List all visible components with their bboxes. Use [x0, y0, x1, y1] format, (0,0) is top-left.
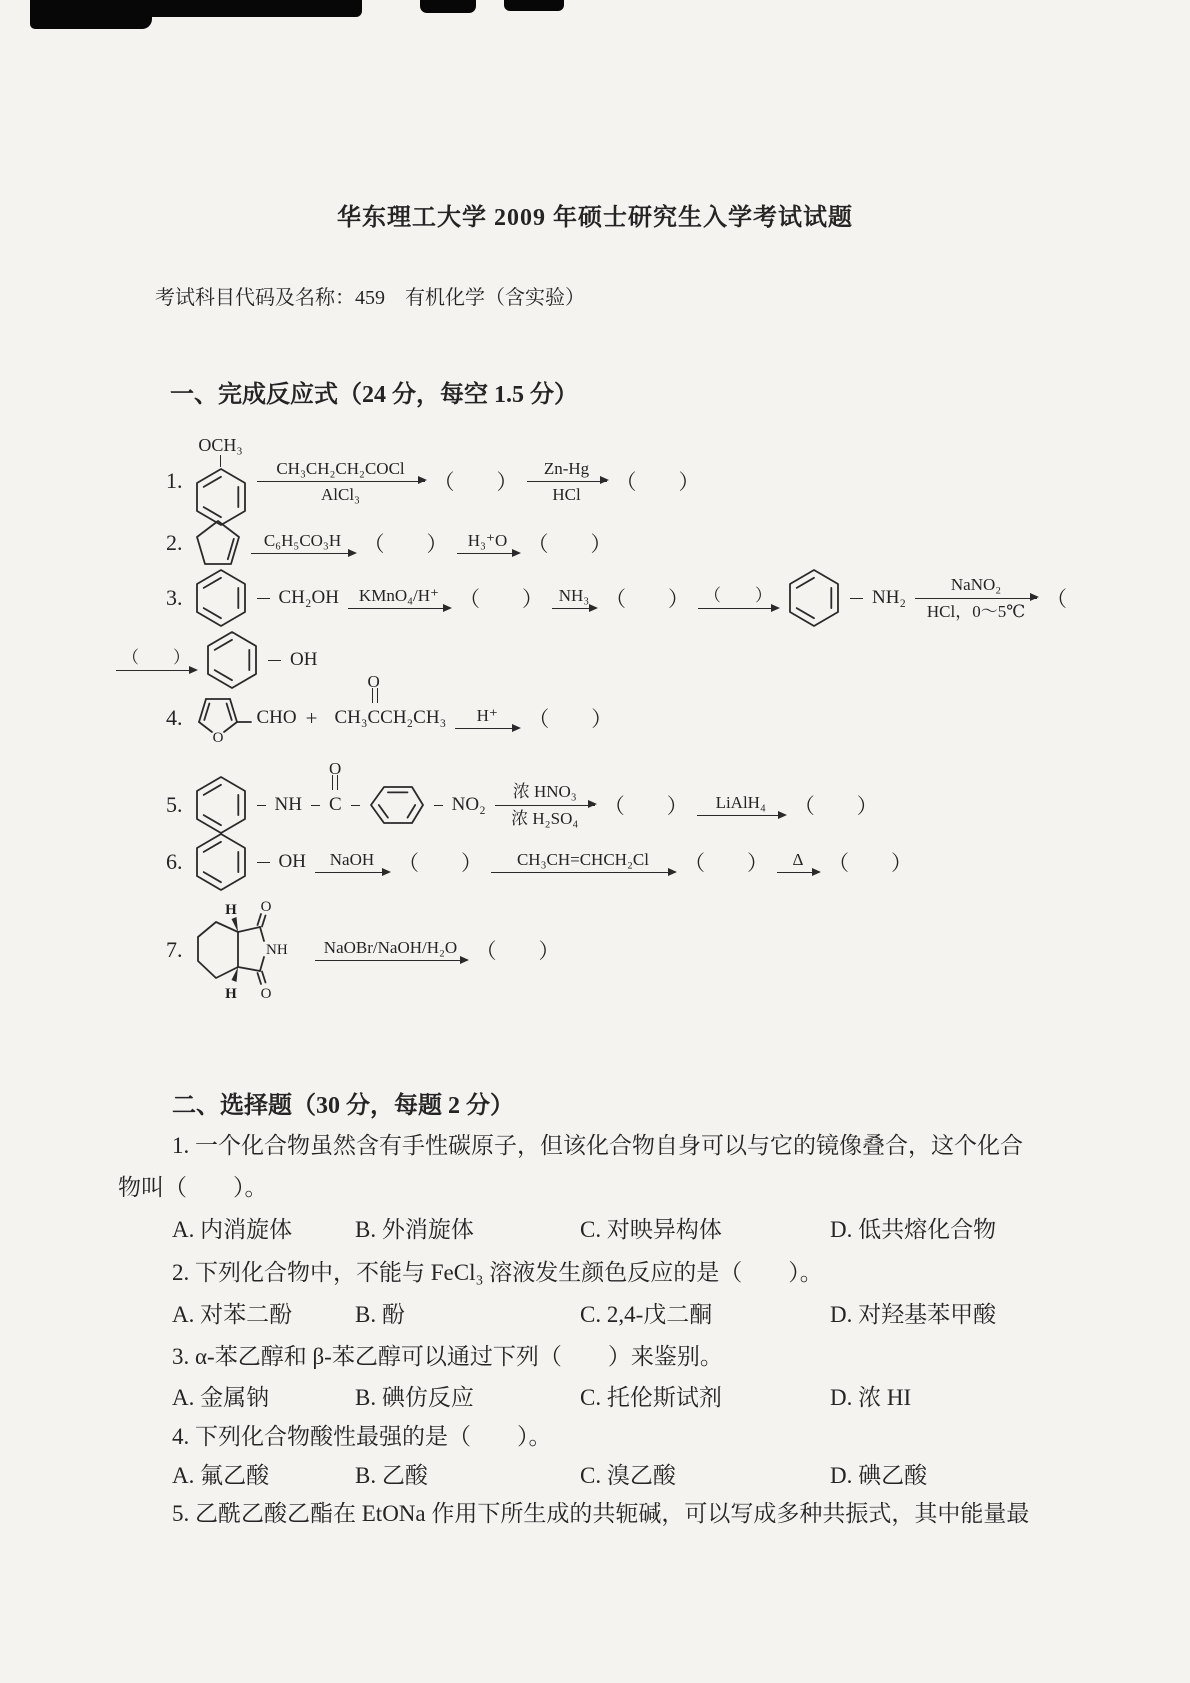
bond [351, 805, 360, 806]
reagent-label: NaOBr/NaOH/H₂O [323, 937, 458, 957]
amine-label: NH₂ [871, 587, 907, 608]
reaction-4 [166, 672, 613, 744]
benzene-ring-icon [787, 568, 841, 628]
section1-heading: 一、完成反应式（24 分，每空 1.5 分） [170, 382, 578, 408]
option-c: C. 托伦斯试剂 [580, 1385, 722, 1410]
bond [850, 598, 863, 599]
answer-blank: （ ） [527, 532, 612, 556]
arrow-line [315, 960, 467, 961]
reaction-number: 4. [166, 705, 183, 730]
arrow-line [527, 481, 607, 482]
reaction-arrow [915, 574, 1037, 622]
hydroxymethyl-label: CH₂OH [278, 587, 339, 608]
reaction-1 [166, 436, 700, 527]
arrow-line [491, 872, 675, 873]
reaction-number: 6. [166, 849, 183, 874]
question-2: 2. 下列化合物中，不能与 FeCl₃ 溶液发生颜色反应的是（ ）。 [172, 1260, 823, 1285]
reaction-number: 5. [166, 792, 183, 817]
benzene-ring-icon [194, 568, 248, 628]
nitro-label: NO₂ [451, 794, 486, 815]
ring-oxygen-label: O [212, 730, 223, 744]
arrow-line [915, 598, 1037, 599]
arrow-line [251, 553, 355, 554]
option-c: C. 溴乙酸 [580, 1463, 676, 1488]
reaction-number: 3. [166, 585, 183, 610]
reaction-6 [166, 832, 912, 892]
arrow-line [315, 872, 389, 873]
subject-line: 考试科目代码及名称：459 有机化学（含实验） [155, 287, 585, 309]
reaction-2 [166, 518, 612, 568]
bond [257, 805, 266, 806]
reagent-label: CH₃CH₂CH₂COCl [276, 458, 405, 478]
answer-blank: （ ） [528, 707, 613, 731]
answer-blank: （ ） [458, 587, 543, 611]
option-d: D. 对羟基苯甲酸 [830, 1302, 997, 1327]
arrow-line [698, 608, 778, 609]
para-benzene-ring-icon [369, 784, 425, 826]
butanone-formula [334, 672, 447, 729]
anisole-structure [194, 436, 248, 527]
reaction-arrow [315, 849, 389, 875]
imide-nh-label: NH [265, 942, 288, 958]
arrow-line [348, 608, 450, 609]
option-d: D. 碘乙酸 [830, 1463, 928, 1488]
option-a: A. 内消旋体 [172, 1217, 293, 1242]
arrow-line [257, 481, 425, 482]
heat-symbol: Δ [792, 849, 804, 869]
scan-artifact [30, 0, 152, 29]
cyclopentene-ring-icon [194, 518, 242, 568]
reaction-arrow [257, 458, 425, 506]
answer-blank: （ ） [793, 794, 878, 818]
reagent-label: H₃⁺O [467, 530, 508, 550]
reaction-arrow [457, 530, 519, 556]
hydroxyl-label: OH [290, 649, 318, 670]
reagent-label: H⁺ [476, 705, 498, 725]
carbonyl-oxygen-label: O [260, 901, 271, 915]
carbonyl-oxygen-label: O [260, 986, 271, 999]
reagent-label: NaNO₂ [950, 575, 1002, 595]
arrow-line [777, 872, 819, 873]
bond [220, 455, 221, 467]
reaction-arrow [527, 458, 607, 506]
carbonyl-oxygen-label: O [328, 759, 342, 778]
reagent-label: CH₃CH=CHCH₂Cl [516, 849, 649, 869]
page-title: 华东理工大学 2009 年硕士研究生入学考试试题 [337, 205, 853, 231]
reaction-arrow [251, 530, 355, 556]
reagent-label: HCl，0～5℃ [926, 601, 1026, 621]
reagent-label: 浓 H₂SO₄ [511, 808, 579, 828]
methoxy-label: OCH₃ [198, 435, 243, 455]
carbonyl-group [328, 759, 342, 816]
answer-blank: （ ） [397, 851, 482, 875]
hydroxyl-label: OH [278, 851, 306, 872]
reaction-arrow [552, 585, 596, 611]
section2-heading: 二、选择题（30 分，每题 2 分） [172, 1093, 514, 1119]
question-1-line2: 物叫（ ）。 [118, 1175, 268, 1200]
answer-blank: （ ） [475, 939, 560, 963]
reaction-number: 2. [166, 530, 183, 555]
question-3: 3. α-苯乙醇和 β-苯乙醇可以通过下列（ ）来鉴别。 [172, 1344, 723, 1369]
answer-blank: （ ） [604, 587, 689, 611]
scan-artifact [420, 0, 476, 13]
answer-blank: （ ） [683, 851, 768, 875]
reaction-arrow [777, 849, 819, 875]
option-c: C. 2,4-戊二酮 [580, 1302, 713, 1327]
reaction-7 [166, 901, 560, 999]
question-5: 5. 乙酰乙酸乙酯在 EtONa 作用下所生成的共轭碱，可以写成多种共振式，其中能量最 [172, 1501, 1030, 1526]
answer-blank: （ ） [363, 532, 448, 556]
arrow-line [116, 670, 196, 671]
reagent-label: HCl [552, 484, 581, 504]
arrow-line [495, 805, 595, 806]
reaction-arrow [348, 585, 450, 611]
benzene-ring-icon [194, 775, 248, 835]
furan-ring-icon [194, 692, 254, 744]
amide-nh-label: NH [274, 794, 302, 815]
stereo-h-label: H [224, 986, 237, 999]
reagent-label: 浓 HNO₃ [512, 782, 577, 802]
reaction-arrow [455, 705, 519, 731]
bond [257, 862, 270, 863]
carbonyl-oxygen-label: O [367, 672, 380, 691]
reaction-5 [166, 759, 878, 835]
option-b: B. 外消旋体 [355, 1217, 474, 1242]
carbonyl-carbon-label: C [328, 794, 342, 815]
reagent-label: KMnO₄/H⁺ [358, 585, 439, 605]
reagent-label: Zn-Hg [543, 458, 590, 478]
reagent-label: NaOH [329, 849, 375, 869]
blank-over-arrow: （ ） [703, 585, 772, 605]
benzene-ring-icon [194, 832, 248, 892]
bond [434, 805, 443, 806]
option-a: A. 氟乙酸 [172, 1463, 270, 1488]
reagent-label: NH₃ [558, 585, 590, 605]
reaction-3-continued [116, 630, 317, 690]
reaction-3 [166, 568, 1067, 628]
blank-over-arrow: （ ） [122, 647, 190, 667]
arrow-line [552, 608, 596, 609]
option-a: A. 金属钠 [172, 1385, 270, 1410]
option-b: B. 碘仿反应 [355, 1385, 474, 1410]
bond [311, 805, 320, 806]
answer-blank: （ ） [827, 851, 912, 875]
bond [257, 598, 270, 599]
plus-sign: + [305, 705, 318, 730]
answer-blank: （ ） [603, 794, 688, 818]
option-b: B. 乙酸 [355, 1463, 428, 1488]
reagent-label: AlCl₃ [321, 484, 360, 504]
answer-blank: （ ） [433, 470, 518, 495]
stereo-h-label: H [224, 902, 237, 918]
option-a: A. 对苯二酚 [172, 1302, 293, 1327]
reaction-arrow [698, 585, 778, 611]
answer-blank-cut: （ [1046, 587, 1068, 611]
reaction-number: 7. [166, 937, 183, 962]
answer-blank: （ ） [615, 470, 700, 495]
aldehyde-label: CHO [256, 707, 297, 728]
arrow-line [455, 728, 519, 729]
arrow-line [457, 553, 519, 554]
option-c: C. 对映异构体 [580, 1217, 722, 1242]
option-d: D. 浓 HI [830, 1385, 912, 1410]
double-bond [372, 688, 378, 703]
reaction-arrow [697, 792, 785, 818]
arrow-line [697, 815, 785, 816]
bond [268, 660, 281, 661]
double-bond [332, 775, 338, 790]
benzene-ring-icon [205, 630, 259, 690]
option-b: B. 酚 [355, 1302, 405, 1327]
ketone-formula: CH₃CCH₂CH₃ [334, 707, 447, 728]
reaction-number: 1. [166, 468, 183, 494]
hexahydrophthalimide-structure [194, 901, 306, 999]
scan-artifact [504, 0, 564, 11]
scan-artifact [140, 0, 362, 17]
reaction-arrow [116, 647, 196, 673]
option-d: D. 低共熔化合物 [830, 1217, 997, 1242]
reaction-arrow [491, 849, 675, 875]
question-4: 4. 下列化合物酸性最强的是（ ）。 [172, 1424, 552, 1449]
reagent-label: LiAlH₄ [715, 792, 766, 812]
reaction-arrow [495, 781, 595, 829]
reagent-label: C₆H₅CO₃H [263, 530, 342, 550]
question-1-line1: 1. 一个化合物虽然含有手性碳原子，但该化合物自身可以与它的镜像叠合，这个化合 [172, 1133, 1023, 1158]
reaction-arrow [315, 937, 467, 963]
